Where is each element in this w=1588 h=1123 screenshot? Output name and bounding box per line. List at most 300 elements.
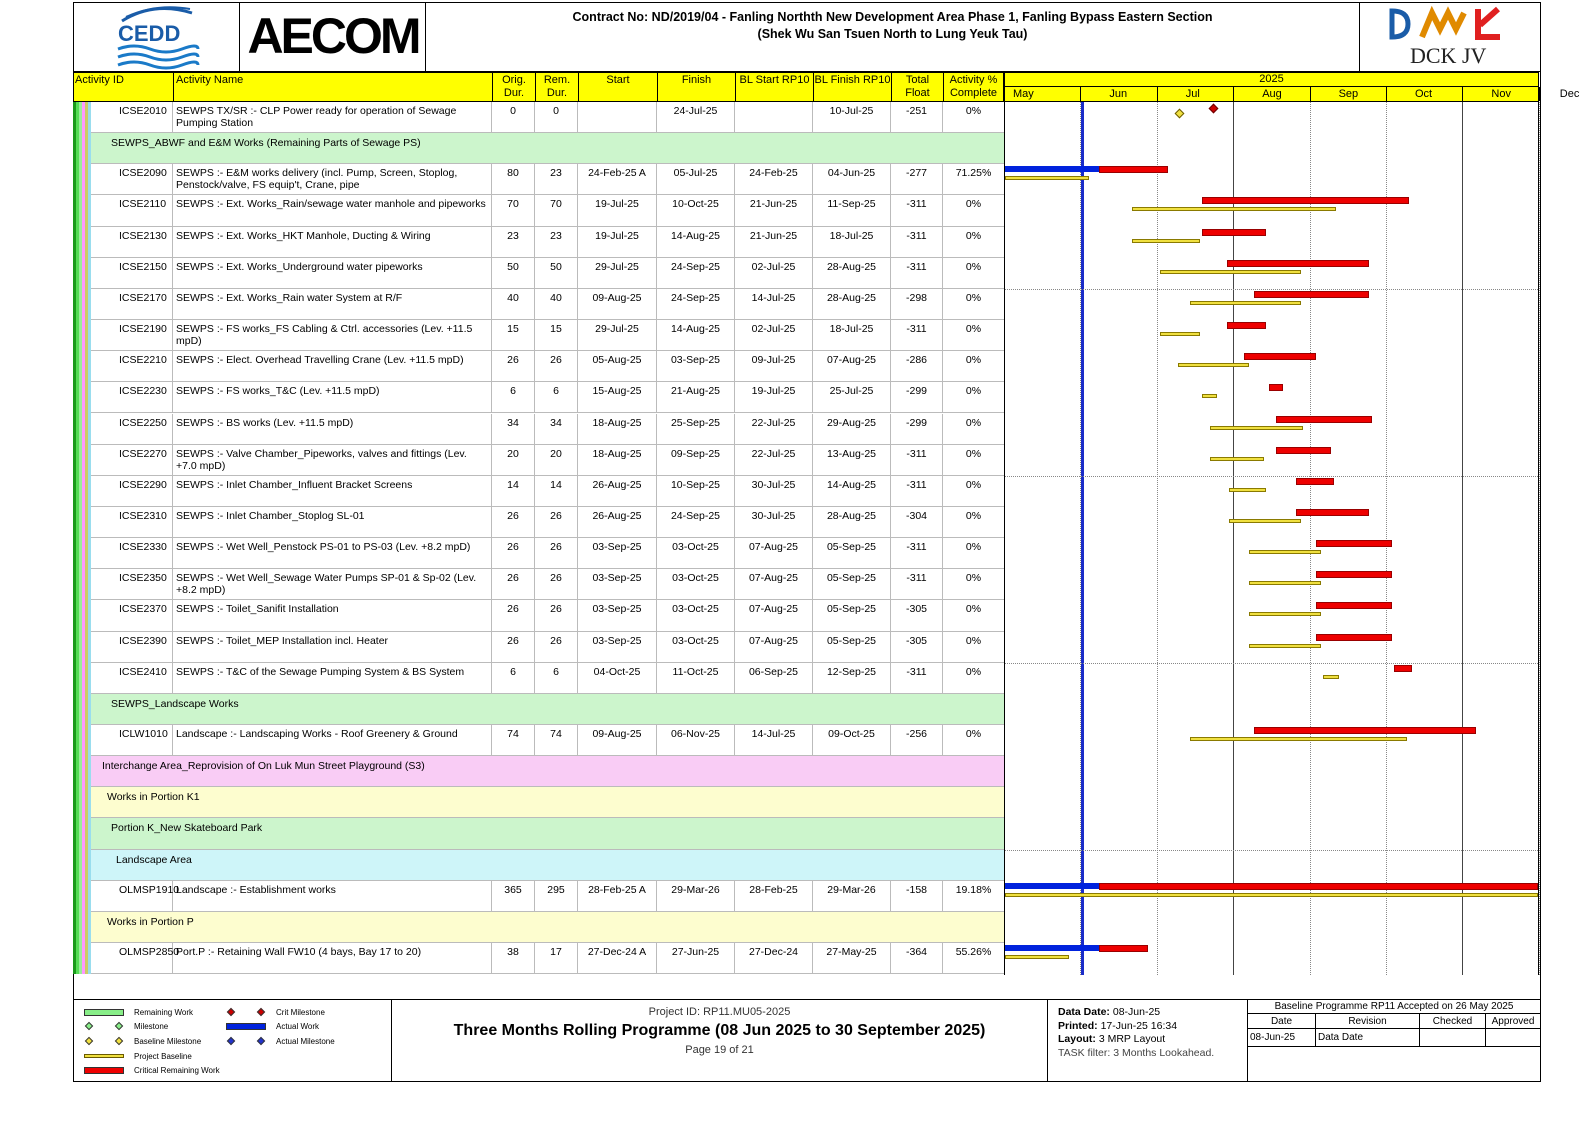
pct-complete: 0% — [965, 572, 982, 585]
cedd-logo — [74, 3, 240, 71]
baseline-milestone-icon — [1175, 109, 1185, 119]
wbs-group-row[interactable] — [73, 133, 1004, 164]
start-date: 05-Aug-25 — [578, 351, 657, 381]
bl-finish: 25-Jul-25 — [813, 382, 891, 412]
bl-start: 30-Jul-25 — [735, 476, 813, 506]
col-finish[interactable]: Finish — [658, 73, 736, 101]
total-float: -311 — [891, 445, 943, 475]
col-start[interactable]: Start — [579, 73, 658, 101]
rem-dur: 70 — [535, 195, 578, 225]
revision-header: Date — [1248, 1014, 1316, 1029]
orig-dur: 20 — [492, 445, 535, 475]
actual-work-bar[interactable] — [1005, 883, 1099, 889]
table-row[interactable] — [73, 320, 1004, 351]
table-row[interactable] — [73, 632, 1004, 663]
total-float: -299 — [891, 414, 943, 444]
table-row[interactable] — [73, 258, 1004, 289]
activity-id: ICSE2250 — [73, 414, 173, 444]
pct-complete: 0% — [965, 198, 982, 211]
legend-label: Milestone — [134, 1022, 169, 1031]
finish-date: 10-Oct-25 — [657, 195, 735, 225]
bl-start: 28-Feb-25 — [735, 881, 813, 911]
critical-remaining-bar[interactable] — [1254, 291, 1369, 298]
rem-dur: 34 — [535, 414, 578, 444]
total-float: -305 — [891, 632, 943, 662]
wbs-group-label: Interchange Area_Reprovision of On Luk Mun Street Playground (S3) — [102, 760, 425, 773]
rem-dur: 6 — [535, 382, 578, 412]
bl-finish: 04-Jun-25 — [813, 164, 891, 194]
revision-header: Approved — [1486, 1014, 1540, 1029]
activity-id: ICSE2130 — [73, 227, 173, 257]
pct-complete: 0% — [965, 260, 982, 273]
month-gridline — [1157, 102, 1158, 975]
critical-remaining-bar[interactable] — [1296, 478, 1334, 485]
finish-date: 29-Mar-26 — [657, 881, 735, 911]
contract-title-line2: (Shek Wu San Tsuen North to Lung Yeuk Tau) — [757, 27, 1028, 41]
finish-date: 06-Nov-25 — [657, 725, 735, 755]
col-activity-id[interactable]: Activity ID — [74, 73, 174, 101]
bl-start: 07-Aug-25 — [735, 600, 813, 630]
bl-finish: 29-Mar-26 — [813, 881, 891, 911]
table-row[interactable] — [73, 600, 1004, 631]
col-orig-dur[interactable]: Orig. Dur. — [493, 73, 536, 101]
pct-complete: 0% — [965, 416, 982, 429]
critical-remaining-bar[interactable] — [1316, 540, 1392, 547]
table-row[interactable] — [73, 476, 1004, 507]
timescale-month: Nov — [1463, 87, 1539, 101]
project-baseline-bar — [1249, 644, 1321, 648]
start-date — [578, 102, 657, 132]
orig-dur: 6 — [492, 382, 535, 412]
activity-name: Landscape :- Establishment works — [173, 881, 492, 911]
revision-header: Revision — [1316, 1014, 1420, 1029]
bl-start: 21-Jun-25 — [735, 195, 813, 225]
project-baseline-bar — [1202, 394, 1217, 398]
wbs-group-row[interactable] — [73, 787, 1004, 818]
rem-dur: 14 — [535, 476, 578, 506]
revision-cell: 08-Jun-25 — [1248, 1029, 1316, 1047]
legend-swatch — [85, 1037, 93, 1045]
aecom-logo — [240, 3, 426, 71]
rem-dur: 17 — [535, 943, 578, 973]
orig-dur: 26 — [492, 351, 535, 381]
activity-id: ICSE2390 — [73, 632, 173, 662]
start-date: 04-Oct-25 — [578, 663, 657, 693]
rem-dur: 26 — [535, 569, 578, 599]
start-date: 09-Aug-25 — [578, 289, 657, 319]
activity-id: ICSE2010 — [73, 102, 173, 132]
bl-start: 24-Feb-25 — [735, 164, 813, 194]
bl-start: 19-Jul-25 — [735, 382, 813, 412]
activity-id: ICSE2290 — [73, 476, 173, 506]
bl-start: 09-Jul-25 — [735, 351, 813, 381]
critical-remaining-bar[interactable] — [1276, 416, 1372, 423]
orig-dur: 80 — [492, 164, 535, 194]
finish-date: 11-Oct-25 — [657, 663, 735, 693]
month-gridline — [1462, 102, 1463, 975]
table-row[interactable] — [73, 195, 1004, 226]
finish-date: 03-Oct-25 — [657, 569, 735, 599]
orig-dur: 26 — [492, 600, 535, 630]
critical-remaining-bar[interactable] — [1276, 447, 1331, 454]
legend-swatch — [85, 1022, 93, 1030]
activity-id: ICSE2330 — [73, 538, 173, 568]
revision-cell — [1486, 1029, 1540, 1047]
timescale-month: Dec — [1559, 88, 1580, 100]
table-row[interactable] — [73, 289, 1004, 320]
layout-label: Layout: — [1058, 1033, 1096, 1045]
project-baseline-bar — [1160, 332, 1199, 336]
col-bl-start[interactable]: BL Start RP10 — [736, 73, 814, 101]
table-row[interactable] — [73, 351, 1004, 382]
printed-value: 17-Jun-25 16:34 — [1100, 1019, 1178, 1032]
legend-swatch — [84, 1054, 124, 1058]
project-id: Project ID: RP11.MU05-2025 — [648, 1006, 791, 1018]
table-row[interactable] — [73, 538, 1004, 569]
activity-name: SEWPS :- FS works_FS Cabling & Ctrl. accessories (Lev. +11.5 mpD) — [173, 320, 492, 350]
project-baseline-bar — [1132, 207, 1336, 211]
start-date: 19-Jul-25 — [578, 227, 657, 257]
wbs-group-label: SEWPS_ABWF and E&M Works (Remaining Parts of Sewage PS) — [111, 137, 421, 150]
project-baseline-bar — [1190, 737, 1407, 741]
critical-remaining-bar[interactable] — [1394, 665, 1411, 672]
project-baseline-bar — [1249, 612, 1321, 616]
pct-complete: 0% — [965, 541, 982, 554]
legend-label: Crit Milestone — [276, 1008, 325, 1017]
actual-work-bar[interactable] — [1005, 166, 1099, 172]
bl-start: 07-Aug-25 — [735, 538, 813, 568]
col-bl-finish[interactable]: BL Finish RP10 — [814, 73, 892, 101]
finish-date: 03-Sep-25 — [657, 351, 735, 381]
total-float: -311 — [891, 320, 943, 350]
activity-id: ICSE2310 — [73, 507, 173, 537]
bl-finish: 14-Aug-25 — [813, 476, 891, 506]
critical-remaining-bar[interactable] — [1316, 634, 1392, 641]
activity-id: ICSE2210 — [73, 351, 173, 381]
critical-remaining-bar[interactable] — [1099, 883, 1538, 890]
critical-remaining-bar[interactable] — [1227, 322, 1266, 329]
total-float: -311 — [891, 663, 943, 693]
month-gridline — [1080, 102, 1081, 975]
total-float: -305 — [891, 600, 943, 630]
critical-remaining-bar[interactable] — [1227, 260, 1369, 267]
bl-finish: 09-Oct-25 — [813, 725, 891, 755]
project-baseline-bar — [1249, 550, 1321, 554]
timescale-month: Oct — [1387, 87, 1463, 101]
legend-swatch — [227, 1037, 235, 1045]
activity-name: SEWPS :- BS works (Lev. +11.5 mpD) — [173, 414, 492, 444]
bl-finish: 28-Aug-25 — [813, 289, 891, 319]
activity-name: SEWPS :- Ext. Works_Rain/sewage water manhole and pipeworks — [173, 195, 492, 225]
legend — [74, 1000, 392, 1081]
pct-complete: 0% — [965, 478, 982, 491]
col-pct-complete[interactable]: Activity % Complete — [949, 74, 998, 99]
footer-title-block — [392, 1000, 1048, 1081]
finish-date: 03-Oct-25 — [657, 632, 735, 662]
bl-finish: 29-Aug-25 — [813, 414, 891, 444]
pct-complete: 19.18% — [955, 883, 992, 896]
rem-dur: 15 — [535, 320, 578, 350]
pct-complete: 55.26% — [955, 946, 992, 959]
rem-dur: 26 — [535, 600, 578, 630]
legend-swatch — [84, 1009, 124, 1016]
baseline-title: Baseline Programme RP11 Accepted on 26 May 2025 — [1248, 1000, 1540, 1014]
total-float: -364 — [891, 943, 943, 973]
wbs-group-row[interactable] — [73, 850, 1004, 881]
orig-dur: 365 — [492, 881, 535, 911]
project-baseline-bar — [1249, 581, 1321, 585]
orig-dur: 26 — [492, 632, 535, 662]
table-row[interactable] — [73, 663, 1004, 694]
orig-dur: 50 — [492, 258, 535, 288]
critical-remaining-bar[interactable] — [1244, 353, 1316, 360]
bl-start: 02-Jul-25 — [735, 258, 813, 288]
activity-name: SEWPS :- T&C of the Sewage Pumping System & BS System — [173, 663, 492, 693]
timescale-month: Sep — [1311, 87, 1387, 101]
bl-start: 27-Dec-24 — [735, 943, 813, 973]
contract-title — [426, 3, 1360, 71]
contract-title-line1: Contract No: ND/2019/04 - Fanling Northth New Development Area Phase 1, Fanling Bypass Eastern Section — [572, 10, 1213, 24]
page-number: Page 19 of 21 — [685, 1044, 754, 1056]
total-float: -311 — [891, 195, 943, 225]
legend-swatch — [226, 1023, 266, 1030]
printed-label: Printed: — [1058, 1019, 1098, 1032]
critical-remaining-bar[interactable] — [1296, 509, 1369, 516]
activity-name: SEWPS :- Ext. Works_Rain water System at R/F — [173, 289, 492, 319]
finish-date: 24-Sep-25 — [657, 289, 735, 319]
bl-start: 22-Jul-25 — [735, 445, 813, 475]
finish-date: 10-Sep-25 — [657, 476, 735, 506]
wbs-group-label: Works in Portion P — [107, 915, 194, 928]
table-row[interactable] — [73, 507, 1004, 538]
activity-id: ICSE2090 — [73, 164, 173, 194]
activity-name: SEWPS :- Toilet_MEP Installation incl. Heater — [173, 632, 492, 662]
activity-name: SEWPS :- Elect. Overhead Travelling Crane (Lev. +11.5 mpD) — [173, 351, 492, 381]
rem-dur: 50 — [535, 258, 578, 288]
pct-complete: 0% — [965, 603, 982, 616]
pct-complete: 0% — [965, 728, 982, 740]
total-float: -256 — [891, 725, 943, 755]
table-row[interactable] — [73, 382, 1004, 413]
dck-logo-text: DCK JV — [1410, 43, 1487, 68]
legend-swatch — [227, 1008, 235, 1016]
critical-remaining-bar[interactable] — [1099, 166, 1167, 173]
orig-dur: 34 — [492, 414, 535, 444]
wbs-group-row[interactable] — [73, 756, 1004, 787]
timescale-month: Jun — [1081, 87, 1157, 101]
orig-dur: 40 — [492, 289, 535, 319]
project-baseline-bar — [1005, 955, 1069, 959]
start-date: 15-Aug-25 — [578, 382, 657, 412]
month-gridline — [1310, 102, 1311, 975]
print-info — [1048, 1000, 1248, 1081]
total-float: -158 — [891, 881, 943, 911]
orig-dur: 23 — [492, 227, 535, 257]
critical-remaining-bar[interactable] — [1202, 229, 1266, 236]
page-footer — [73, 999, 1541, 1082]
table-header — [73, 72, 1004, 102]
project-baseline-bar — [1005, 893, 1538, 897]
start-date: 27-Dec-24 A — [578, 943, 657, 973]
row-gridline — [1005, 289, 1538, 290]
orig-dur: 26 — [492, 538, 535, 568]
activity-name: SEWPS :- Wet Well_Sewage Water Pumps SP-01 & Sp-02 (Lev. +8.2 mpD) — [173, 569, 492, 599]
critical-remaining-bar[interactable] — [1269, 384, 1284, 391]
bl-finish: 28-Aug-25 — [813, 507, 891, 537]
finish-date: 14-Aug-25 — [657, 227, 735, 257]
bl-finish: 12-Sep-25 — [813, 663, 891, 693]
pct-complete: 0% — [965, 447, 982, 460]
activity-id: ICSE2190 — [73, 320, 173, 350]
start-date: 18-Aug-25 — [578, 445, 657, 475]
rem-dur: 74 — [535, 725, 578, 755]
start-date: 28-Feb-25 A — [578, 881, 657, 911]
pct-complete: 0% — [965, 634, 982, 647]
activity-id: ICSE2410 — [73, 663, 173, 693]
start-date: 26-Aug-25 — [578, 476, 657, 506]
pct-complete: 0% — [965, 665, 982, 678]
actual-work-bar[interactable] — [1005, 945, 1099, 951]
bl-finish: 07-Aug-25 — [813, 351, 891, 381]
bl-start: 22-Jul-25 — [735, 414, 813, 444]
table-row[interactable] — [73, 164, 1004, 195]
rem-dur: 26 — [535, 632, 578, 662]
rem-dur: 0 — [535, 102, 578, 132]
orig-dur: 6 — [492, 663, 535, 693]
total-float: -304 — [891, 507, 943, 537]
critical-remaining-bar[interactable] — [1316, 571, 1392, 578]
data-date-value: 08-Jun-25 — [1112, 1006, 1161, 1018]
table-row[interactable] — [73, 227, 1004, 258]
wbs-group-label: Portion K_New Skateboard Park — [111, 822, 263, 835]
col-rem-dur[interactable]: Rem. Dur. — [536, 73, 579, 101]
data-date-line — [1081, 102, 1084, 975]
activity-id: ICSE2230 — [73, 382, 173, 412]
bl-start: 02-Jul-25 — [735, 320, 813, 350]
bl-start: 30-Jul-25 — [735, 507, 813, 537]
col-total-float[interactable]: Total Float — [892, 73, 944, 101]
wbs-group-row[interactable] — [73, 912, 1004, 943]
pct-complete: 71.25% — [955, 167, 992, 180]
total-float: -251 — [891, 102, 943, 132]
dck-logo-icon — [1360, 3, 1540, 43]
project-baseline-bar — [1178, 363, 1249, 367]
row-gridline — [1005, 850, 1538, 851]
activity-id: ICSE2110 — [73, 195, 173, 225]
finish-date: 14-Aug-25 — [657, 320, 735, 350]
project-baseline-bar — [1005, 176, 1089, 180]
programme-title: Three Months Rolling Programme (08 Jun 2025 to 30 September 2025) — [453, 1022, 986, 1039]
rem-dur: 23 — [535, 227, 578, 257]
bl-finish: 27-May-25 — [813, 943, 891, 973]
row-gridline — [1005, 476, 1538, 477]
activity-id: ICSE2350 — [73, 569, 173, 599]
bl-finish: 18-Jul-25 — [813, 320, 891, 350]
orig-dur: 74 — [492, 725, 535, 755]
project-baseline-bar — [1160, 270, 1300, 274]
month-gridline — [1386, 102, 1387, 975]
critical-remaining-bar[interactable] — [1202, 197, 1409, 204]
timescale-month: Aug — [1234, 87, 1310, 101]
project-baseline-bar — [1229, 519, 1300, 523]
activity-id: ICSE2270 — [73, 445, 173, 475]
rem-dur: 26 — [535, 351, 578, 381]
timescale-year: 2025 — [1005, 73, 1538, 87]
legend-label: Baseline Milestone — [134, 1037, 202, 1046]
bl-finish: 05-Sep-25 — [813, 538, 891, 568]
finish-date: 03-Oct-25 — [657, 538, 735, 568]
crit-milestone-icon[interactable] — [1209, 104, 1219, 114]
table-row[interactable] — [73, 569, 1004, 600]
wbs-group-row[interactable] — [73, 818, 1004, 849]
bl-finish: 05-Sep-25 — [813, 600, 891, 630]
timescale-header — [1004, 72, 1580, 102]
rem-dur: 40 — [535, 289, 578, 319]
bl-start: 14-Jul-25 — [735, 289, 813, 319]
bl-finish: 11-Sep-25 — [813, 195, 891, 225]
wbs-group-row[interactable] — [73, 694, 1004, 725]
rem-dur: 20 — [535, 445, 578, 475]
bl-finish: 28-Aug-25 — [813, 258, 891, 288]
timescale-month: May — [1005, 87, 1081, 101]
legend-label: Project Baseline — [134, 1052, 192, 1061]
revision-cell: Data Date — [1316, 1029, 1420, 1047]
finish-date: 05-Jul-25 — [657, 164, 735, 194]
col-activity-name[interactable]: Activity Name — [174, 73, 493, 101]
total-float: -286 — [891, 351, 943, 381]
bl-start: 14-Jul-25 — [735, 725, 813, 755]
legend-label: Actual Work — [276, 1022, 319, 1031]
total-float: -298 — [891, 289, 943, 319]
finish-date: 25-Sep-25 — [657, 414, 735, 444]
timescale-month: Jul — [1158, 87, 1234, 101]
activity-id: OLMSP2850 — [73, 943, 173, 973]
finish-date: 24-Jul-25 — [657, 102, 735, 132]
bl-start: 07-Aug-25 — [735, 632, 813, 662]
activity-name: SEWPS :- Ext. Works_Underground water pipeworks — [173, 258, 492, 288]
finish-date: 24-Sep-25 — [657, 507, 735, 537]
bl-finish: 13-Aug-25 — [813, 445, 891, 475]
rem-dur: 26 — [535, 507, 578, 537]
start-date: 19-Jul-25 — [578, 195, 657, 225]
activity-id: ICSE2370 — [73, 600, 173, 630]
activity-name: SEWPS :- Toilet_Sanifit Installation — [173, 600, 492, 630]
table-row[interactable] — [73, 725, 1004, 756]
project-baseline-bar — [1210, 457, 1264, 461]
critical-remaining-bar[interactable] — [1254, 727, 1476, 734]
critical-remaining-bar[interactable] — [1099, 945, 1147, 952]
start-date: 29-Jul-25 — [578, 258, 657, 288]
project-baseline-bar — [1323, 675, 1338, 679]
pct-complete: 0% — [965, 105, 982, 117]
cedd-logo-text: CEDD — [118, 21, 181, 46]
start-date: 24-Feb-25 A — [578, 164, 657, 194]
pct-complete: 0% — [965, 291, 982, 304]
table-row[interactable] — [73, 414, 1004, 445]
table-row[interactable] — [73, 881, 1004, 912]
rem-dur: 295 — [535, 881, 578, 911]
start-date: 03-Sep-25 — [578, 569, 657, 599]
activity-id: OLMSP1910 — [73, 881, 173, 911]
pct-complete: 0% — [965, 229, 982, 242]
table-row[interactable] — [73, 102, 1004, 133]
activity-name: SEWPS :- Inlet Chamber_Stoplog SL-01 — [173, 507, 492, 537]
orig-dur: 14 — [492, 476, 535, 506]
table-row[interactable] — [73, 943, 1004, 974]
critical-remaining-bar[interactable] — [1316, 602, 1392, 609]
activity-id: ICLW1010 — [73, 725, 173, 755]
table-row[interactable] — [73, 445, 1004, 476]
